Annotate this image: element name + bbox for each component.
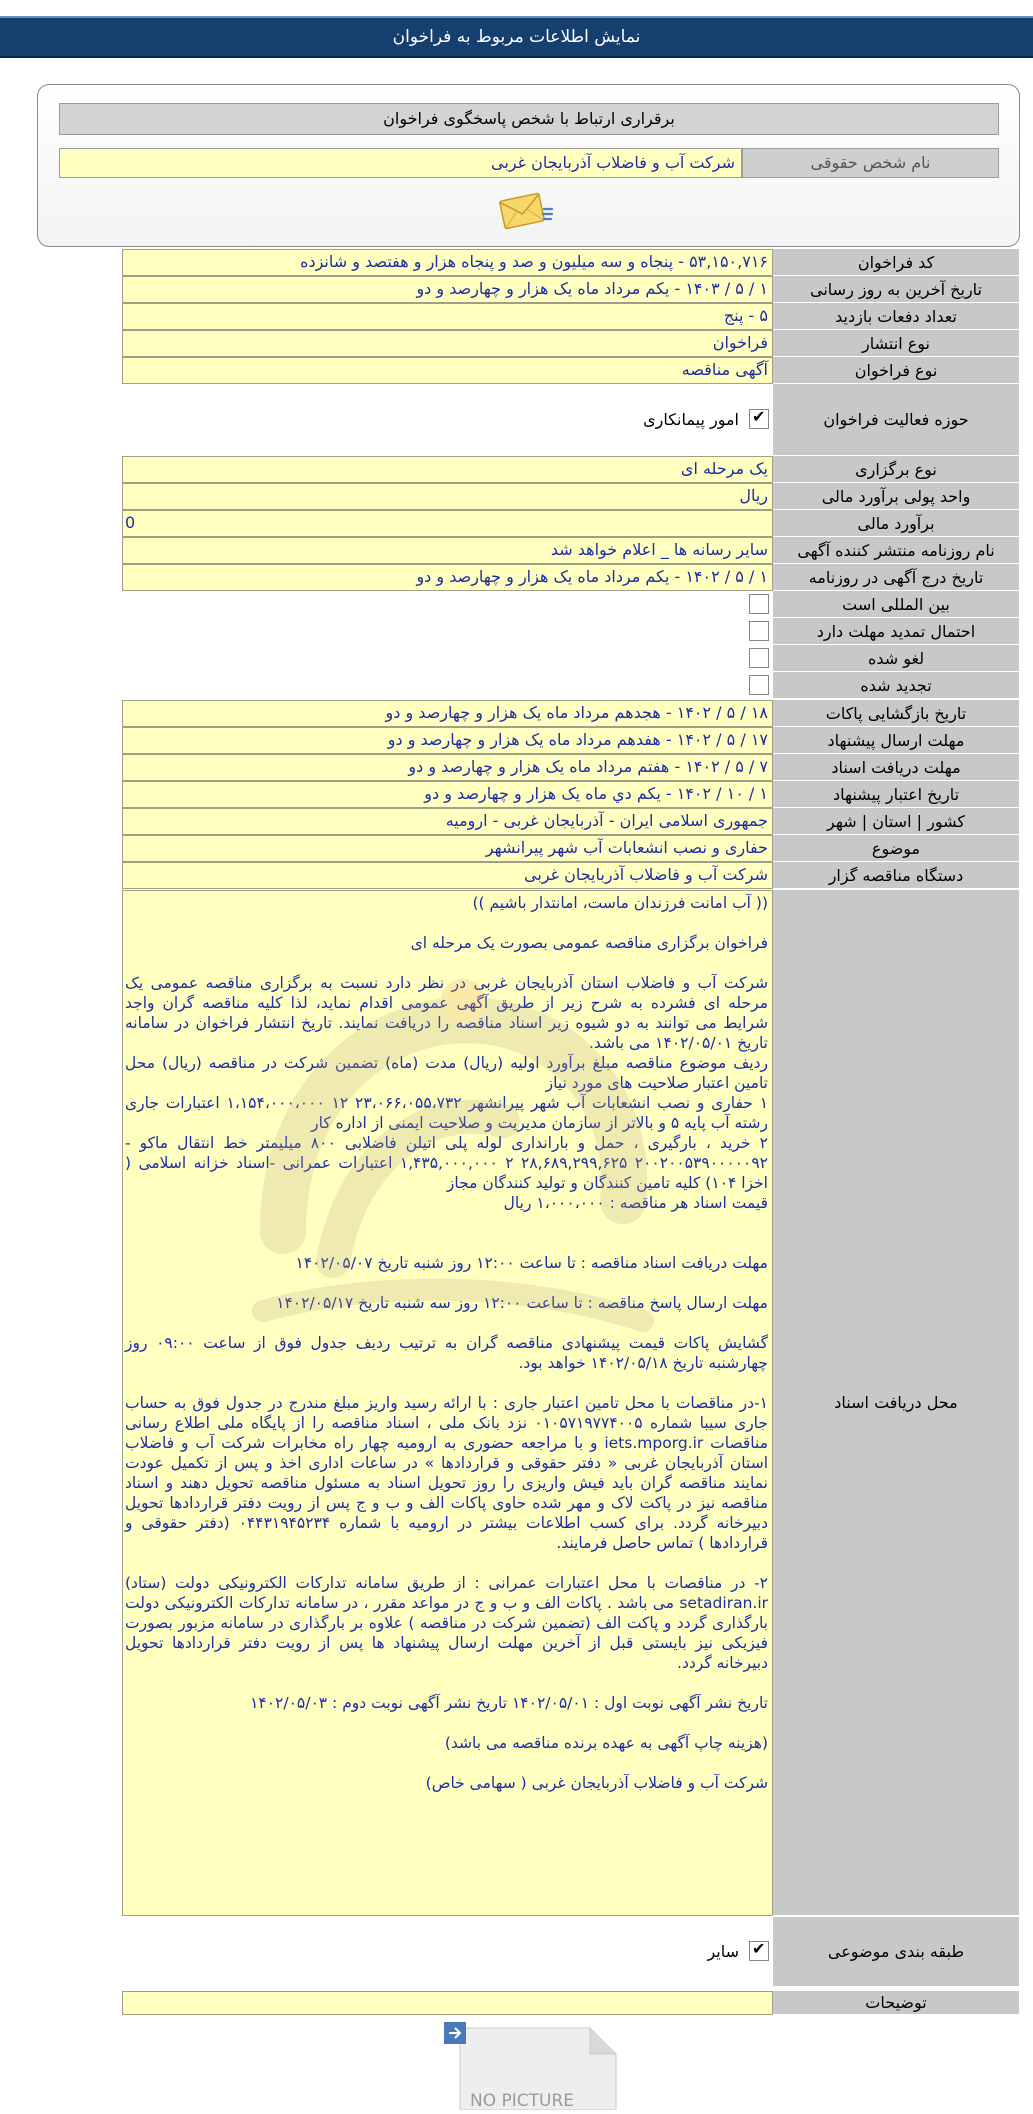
- subject-value: حفاری و نصب انشعابات آب شهر پیرانشهر: [122, 835, 773, 862]
- doc-place-paragraph: قیمت اسناد هر مناقصه : ۱،۰۰۰،۰۰۰ ریال: [503, 1194, 768, 1212]
- row-currency: [122, 483, 1019, 510]
- doc-place-label: محل دریافت اسناد: [773, 890, 1019, 1916]
- row-cancelled: [122, 645, 1019, 672]
- legal-person-label: نام شخص حقوقی: [742, 148, 999, 178]
- international-label: بین المللی است: [773, 591, 1019, 618]
- opening-date-label: تاریخ بازگشایی پاکات: [773, 700, 1019, 727]
- cancelled-label: لغو شده: [773, 645, 1019, 672]
- submit-deadline-label: مهلت ارسال پیشنهاد: [773, 727, 1019, 754]
- row-category: [122, 1917, 1019, 1987]
- notes-label: توضیحات: [773, 1991, 1019, 2015]
- row-location: [122, 808, 1019, 835]
- row-doc-place: [122, 890, 1019, 1916]
- doc-place-paragraph: ۱-در مناقصات با محل تامین اعتبار جاری : با ارائه رسید واریز مبلغ مندرج در جدول فوق به حساب جاری سیبا شماره ۰۱۰۵۷۱۹۷۷۴۰۰۵ نزد بانک ملی ، اسناد مناقصه را از پایگاه ملی اطلاع رسانی مناقصات iets.mporg.ir و با مراجعه حضوری به ارومیه چهار راه مخابرات شرکت آب و فاضلاب استان آذربایجان غربی « دفتر حقوقی و قراردادها » در ساعات اداری اخذ و پس از تکمیل عودت نمایند مناقصه گران باید فیش واریزی را روز تحویل اسناد به مسئول مناقصه تحویل دهند و اسناد مناقصه نیز در پاکت لاک و مهر شده حاوی پاکات الف و ب و ج پس از رویت دفتر قراردادها تحویل دبیرخانه گردد. برای کسب اطلاعات بیشتر در ارومیه با شماره ۰۴۴۳۱۹۴۵۲۳۴ (دفتر حقوقی و قراردادها ) تماس حاصل فرمایند.: [125, 1394, 768, 1552]
- row-activity: [122, 384, 1019, 456]
- holding-type-label: نوع برگزاری: [773, 456, 1019, 483]
- doc-place-paragraph: [125, 1213, 768, 1233]
- activity-option-label: امور پیمانکاری: [643, 410, 739, 429]
- activity-checkbox[interactable]: [749, 409, 769, 429]
- estimate-value: 0: [122, 510, 773, 537]
- doc-place-paragraph: [125, 1313, 768, 1333]
- renewed-label: تجدید شده: [773, 672, 1019, 699]
- row-extension: [122, 618, 1019, 645]
- estimate-label: برآورد مالی: [773, 510, 1019, 537]
- category-label: طبقه بندی موضوعی: [773, 1917, 1019, 1987]
- organizer-value: شرکت آب و فاضلاب آذربایجان غربی: [122, 862, 773, 889]
- contact-panel: [37, 84, 1020, 247]
- row-submit-deadline: [122, 727, 1019, 754]
- doc-place-paragraph: فراخوان برگزاری مناقصه عمومی بصورت یک مرحله ای: [410, 934, 768, 952]
- validity-value: ۱ / ۱۰ / ۱۴۰۲ - یکم دي ماه یک هزار و چهارصد و دو: [122, 781, 773, 808]
- code-value: ۵۳,۱۵۰,۷۱۶ - پنجاه و سه میلیون و صد و پنجاه هزار و هفتصد و شانزده: [122, 249, 773, 276]
- doc-place-paragraph: [125, 1713, 768, 1733]
- doc-deadline-label: مهلت دریافت اسناد: [773, 754, 1019, 781]
- cancelled-checkbox[interactable]: [749, 648, 769, 668]
- page-title-bar: [0, 16, 1033, 58]
- row-opening-date: [122, 700, 1019, 727]
- row-visits: [122, 303, 1019, 330]
- row-newspaper-date: [122, 564, 1019, 591]
- doc-place-paragraph: [125, 1373, 768, 1393]
- legal-person-value: شرکت آب و فاضلاب آذربایجان غربی: [59, 148, 742, 178]
- row-newspaper: [122, 537, 1019, 564]
- category-checkbox[interactable]: [749, 1941, 769, 1961]
- opening-date-value: ۱۸ / ۵ / ۱۴۰۲ - هجدهم مرداد ماه یک هزار و چهارصد و دو: [122, 700, 773, 727]
- location-label: کشور | استان | شهر: [773, 808, 1019, 835]
- row-estimate: [122, 510, 1019, 537]
- doc-place-paragraph: [125, 913, 768, 933]
- doc-place-paragraph: ۲- در مناقصات با محل اعتبارات عمرانی : از طریق سامانه تدارکات الکترونیکی دولت (ستاد) setadiran.ir می باشد . پاکات الف و ب و ج در مواعد مقرر ، در سامانه تدارکات الکترونیکی دولت بارگذاری گردد و پاکت الف (تضمین شرکت در مناقصه ) علاوه بر بارگذاری در سامانه مزبور بصورت فیزیکی نیز بایستی قبل از آخرین مهلت ارسال پیشنهاد ها پس از رویت دفتر قراردادها تحویل دبیرخانه گردد.: [125, 1574, 768, 1672]
- organizer-label: دستگاه مناقصه گزار: [773, 862, 1019, 889]
- category-option-label: سایر: [707, 1942, 739, 1961]
- newspaper-value: سایر رسانه ها _ اعلام خواهد شد: [122, 537, 773, 564]
- row-call-type: [122, 357, 1019, 384]
- row-subject: [122, 835, 1019, 862]
- doc-place-paragraph: [125, 1273, 768, 1293]
- row-code: [122, 249, 1019, 276]
- doc-place-paragraph: ردیف موضوع مناقصه مبلغ برآورد اولیه (ریال) مدت (ماه) تضمین شرکت در مناقصه (ریال) محل تامین اعتبار صلاحیت های مورد نیاز: [125, 1054, 768, 1092]
- international-checkbox[interactable]: [749, 594, 769, 614]
- publish-type-label: نوع انتشار: [773, 330, 1019, 357]
- call-type-value: آگهی مناقصه: [122, 357, 773, 384]
- newspaper-date-label: تاریخ درج آگهی در روزنامه: [773, 564, 1019, 591]
- row-notes: [122, 1991, 1019, 2015]
- doc-place-paragraph: [125, 1673, 768, 1693]
- category-options: [122, 1917, 773, 1987]
- doc-place-paragraph: ۲ خرید ، بارگیری ، حمل و بارانداری لوله پلی اتیلن فاضلابی ۸۰۰ میلیمتر خط انتقال ماکو - ۲۰۰۲۰۰۵۳۹۰۰۰۰۰۹۲ ۲۸,۶۸۹,۲۹۹,۶۲۵ ۲ ۱,۴۳۵,۰۰۰,۰۰۰ اعتبارات عمرانی -اسناد خزانه اسلامی ( اخزا ۱۰۴) کلیه تامین کنندگان و تولید کنندگان مجاز: [125, 1134, 768, 1192]
- contact-heading: برقراری ارتباط با شخص پاسخگوی فراخوان: [59, 103, 999, 135]
- validity-label: تاریخ اعتبار پیشنهاد: [773, 781, 1019, 808]
- row-publish-type: [122, 330, 1019, 357]
- row-validity: [122, 781, 1019, 808]
- location-value: جمهوری اسلامی ایران - آذربایجان غربی - ارومیه: [122, 808, 773, 835]
- page-title: نمایش اطلاعات مربوط به فراخوان: [392, 27, 641, 47]
- envelope-icon[interactable]: [498, 189, 554, 233]
- row-renewed: [122, 672, 1019, 699]
- row-holding-type: [122, 456, 1019, 483]
- no-picture-text: NO PICTURE: [470, 2091, 575, 2110]
- currency-value: ریال: [122, 483, 773, 510]
- call-type-label: نوع فراخوان: [773, 357, 1019, 384]
- currency-label: واحد پولی برآورد مالی: [773, 483, 1019, 510]
- doc-place-paragraph: مهلت ارسال پاسخ مناقصه : تا ساعت ۱۲:۰۰ روز سه شنبه تاریخ ۱۴۰۲/۰۵/۱۷: [276, 1294, 768, 1312]
- doc-place-paragraph: (( آب امانت فرزندان ماست، امانتدار باشیم )): [472, 894, 768, 912]
- doc-place-paragraph: مهلت دریافت اسناد مناقصه : تا ساعت ۱۲:۰۰ روز شنبه تاریخ ۱۴۰۲/۰۵/۰۷: [295, 1254, 768, 1272]
- renewed-checkbox[interactable]: [749, 675, 769, 695]
- publish-type-value: فراخوان: [122, 330, 773, 357]
- doc-place-paragraph: [125, 1233, 768, 1253]
- submit-deadline-value: ۱۷ / ۵ / ۱۴۰۲ - هفدهم مرداد ماه یک هزار و چهارصد و دو: [122, 727, 773, 754]
- doc-place-paragraph: ۱ حفاری و نصب انشعابات آب شهر پیرانشهر ۲۳،۰۶۶،۰۵۵،۷۳۲ ۱۲ ۱،۱۵۴،۰۰۰،۰۰۰ اعتبارات جاری رشته آب پایه ۵ و بالاتر از سازمان مدیریت و صلاحیت ایمنی از اداره کار: [125, 1094, 769, 1132]
- newspaper-date-value: ۱ / ۵ / ۱۴۰۲ - یکم مرداد ماه یک هزار و چهارصد و دو: [122, 564, 773, 591]
- doc-place-paragraph: [125, 1753, 768, 1773]
- holding-type-value: یک مرحله ای: [122, 456, 773, 483]
- doc-place-paragraph: شرکت آب و فاضلاب آذربایجان غربی ( سهامی خاص): [425, 1774, 768, 1792]
- extension-label: احتمال تمدید مهلت دارد: [773, 618, 1019, 645]
- row-last-update: [122, 276, 1019, 303]
- doc-place-paragraph: [125, 953, 768, 973]
- activity-label: حوزه فعالیت فراخوان: [773, 384, 1019, 456]
- code-label: کد فراخوان: [773, 249, 1019, 276]
- row-doc-deadline: [122, 754, 1019, 781]
- doc-deadline-value: ۷ / ۵ / ۱۴۰۲ - هفتم مرداد ماه یک هزار و چهارصد و دو: [122, 754, 773, 781]
- doc-place-paragraph: شرکت آب و فاضلاب استان آذربایجان غربی در نظر دارد نسبت به برگزاری مناقصه عمومی یک مرحله ای فشرده به شرح زیر از طریق آگهی عمومی اقدام نماید، لذا کلیه مناقصه گران واجد شرایط می توانند به دو شیوه زیر اسناد مناقصه را دریافت نمایند. تاریخ انتشار فراخوان در سامانه تاریخ ۱۴۰۲/۰۵/۰۱ می باشد.: [125, 974, 768, 1052]
- no-picture-icon: [430, 2022, 626, 2110]
- subject-label: موضوع: [773, 835, 1019, 862]
- visits-value: ۵ - پنج: [122, 303, 773, 330]
- visits-label: تعداد دفعات بازدید: [773, 303, 1019, 330]
- doc-place-text: [122, 890, 773, 1916]
- last-update-label: تاریخ آخرین به روز رسانی: [773, 276, 1019, 303]
- doc-place-paragraph: تاریخ نشر آگهی نوبت اول : ۱۴۰۲/۰۵/۰۱ تاریخ نشر آگهی نوبت دوم : ۱۴۰۲/۰۵/۰۳: [250, 1694, 768, 1712]
- newspaper-label: نام روزنامه منتشر کننده آگهی: [773, 537, 1019, 564]
- notes-value: [122, 1991, 773, 2015]
- doc-place-paragraph: (هزینه چاپ آگهی به عهده برنده مناقصه می باشد): [444, 1734, 768, 1752]
- last-update-value: ۱ / ۵ / ۱۴۰۳ - یکم مرداد ماه یک هزار و چهارصد و دو: [122, 276, 773, 303]
- row-international: [122, 591, 1019, 618]
- activity-options: [122, 384, 773, 456]
- row-organizer: [122, 862, 1019, 889]
- doc-place-paragraph: [125, 1553, 768, 1573]
- doc-place-paragraph: گشایش پاکات قیمت پیشنهادی مناقصه گران به ترتیب ردیف جدول فوق از ساعت ۰۹:۰۰ روز چهارشنبه تاریخ ۱۴۰۲/۰۵/۱۸ خواهد بود.: [125, 1334, 768, 1372]
- extension-checkbox[interactable]: [749, 621, 769, 641]
